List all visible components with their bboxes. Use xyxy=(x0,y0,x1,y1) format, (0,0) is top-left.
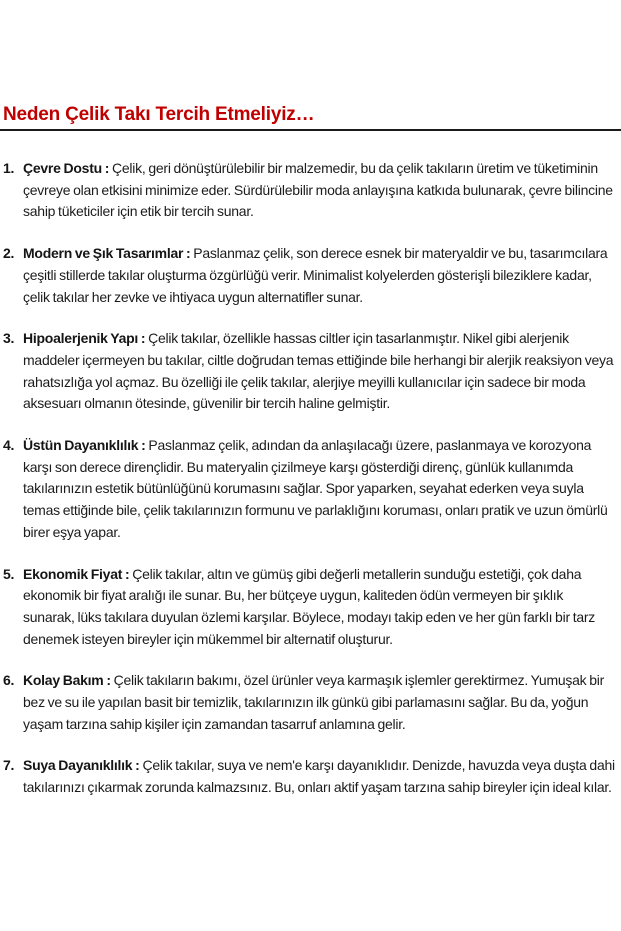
item-label: Kolay Bakım : xyxy=(23,672,111,689)
item-number: 1. xyxy=(3,160,15,176)
item-text xyxy=(23,328,615,415)
item-body: Çelik takılar, özellikle hassas ciltler için tasarlanmıştır. Nikel gibi alerjenik maddeler içermeyen bu takılar, ciltle doğrudan temas ettiğinde bile herhangi bir alerjik reaksiyon veya rahatsızlığa yol açmaz. Bu özelliği ile çelik takılar, alerjiye meyilli kullanıcılar için sadece bir moda aksesuarı olmanın ötesinde, güvenilir bir tercih haline gelmiştir. xyxy=(23,330,614,412)
item-label: Üstün Dayanıklılık : xyxy=(23,437,146,454)
item-text xyxy=(23,243,615,308)
list-item xyxy=(3,755,615,798)
item-body: Paslanmaz çelik, son derece esnek bir materyaldir ve bu, tasarımcılara çeşitli stillerde takılar oluşturma özgürlüğü verir. Minimalist kolyelerden gösterişli bileziklere kadar, çelik takılar her zevke ve ihtiyaca uygun alternatifler sunar. xyxy=(23,245,608,305)
item-label: Modern ve Şık Tasarımlar : xyxy=(23,245,191,262)
benefits-list xyxy=(0,158,621,799)
item-text xyxy=(23,435,615,544)
list-item xyxy=(3,435,615,544)
item-body: Çelik takıların bakımı, özel ürünler veya karmaşık işlemler gerektirmez. Yumuşak bir bez ve su ile yapılan basit bir temizlik, takılarınızın ilk günkü gibi parlamasını sağlar. Bu da, yoğun yaşam tarzına sahip kişiler için zamandan tasarruf anlamına gelir. xyxy=(23,672,605,732)
item-number: 4. xyxy=(3,437,15,454)
item-label: Çevre Dostu : xyxy=(23,160,110,176)
list-item xyxy=(3,158,615,223)
item-text xyxy=(23,158,615,223)
item-text xyxy=(23,670,615,735)
list-item xyxy=(3,670,615,735)
item-number: 2. xyxy=(3,245,15,262)
item-number: 6. xyxy=(3,672,15,689)
page-title: Neden Çelik Takı Tercih Etmeliyiz… xyxy=(3,104,315,125)
item-number: 7. xyxy=(3,757,15,774)
item-body: Çelik, geri dönüştürülebilir bir malzemedir, bu da çelik takıların üretim ve tüketiminin çevreye olan etkisini minimize eder. Sürdürülebilir moda anlayışına katkıda bulunarak, çevre bilincine sahip tüketiciler için etik bir tercih sunar. xyxy=(23,160,613,220)
item-label: Suya Dayanıklılık : xyxy=(23,757,140,774)
item-label: Ekonomik Fiyat : xyxy=(23,565,130,582)
item-text xyxy=(23,755,615,798)
document-header xyxy=(0,0,621,131)
item-body: Paslanmaz çelik, adından da anlaşılacağı üzere, paslanmaya ve korozyona karşı son derece dirençlidir. Bu materyalin çizilmeye karşı gösterdiği direnç, günlük kullanımda takılarınızın estetik bütünlüğünü korumasını sağlar. Spor yaparken, seyahat ederken veya suyla temas ettiğinde bile, çelik takılarınızın formunu ve parlaklığını koruması, onları pratik ve uzun ömürlü birer eşya yapar. xyxy=(23,437,608,540)
item-text xyxy=(23,564,615,651)
item-number: 3. xyxy=(3,330,15,347)
item-number: 5. xyxy=(3,565,15,582)
list-item xyxy=(3,564,615,651)
item-label: Hipoalerjenik Yapı : xyxy=(23,330,146,347)
list-item xyxy=(3,328,615,415)
item-body: Çelik takılar, suya ve nem'e karşı dayanıklıdır. Denizde, havuzda veya duşta dahi takılarınızı çıkarmak zorunda kalmazsınız. Bu, onları aktif yaşam tarzına sahip bireyler için ideal kılar. xyxy=(23,757,615,796)
list-item xyxy=(3,243,615,308)
item-body: Çelik takılar, altın ve gümüş gibi değerli metallerin sunduğu estetiği, çok daha ekonomik bir fiyat aralığı ile sunar. Bu, her bütçeye uygun, kaliteden ödün vermeyen bir şıklık sunarak, lüks takılara duyulan özlemi karşılar. Böylece, modayı takip eden ve her gün farklı bir tarz denemek isteyen bireyler için mükemmel bir alternatif oluşturur. xyxy=(23,565,596,647)
